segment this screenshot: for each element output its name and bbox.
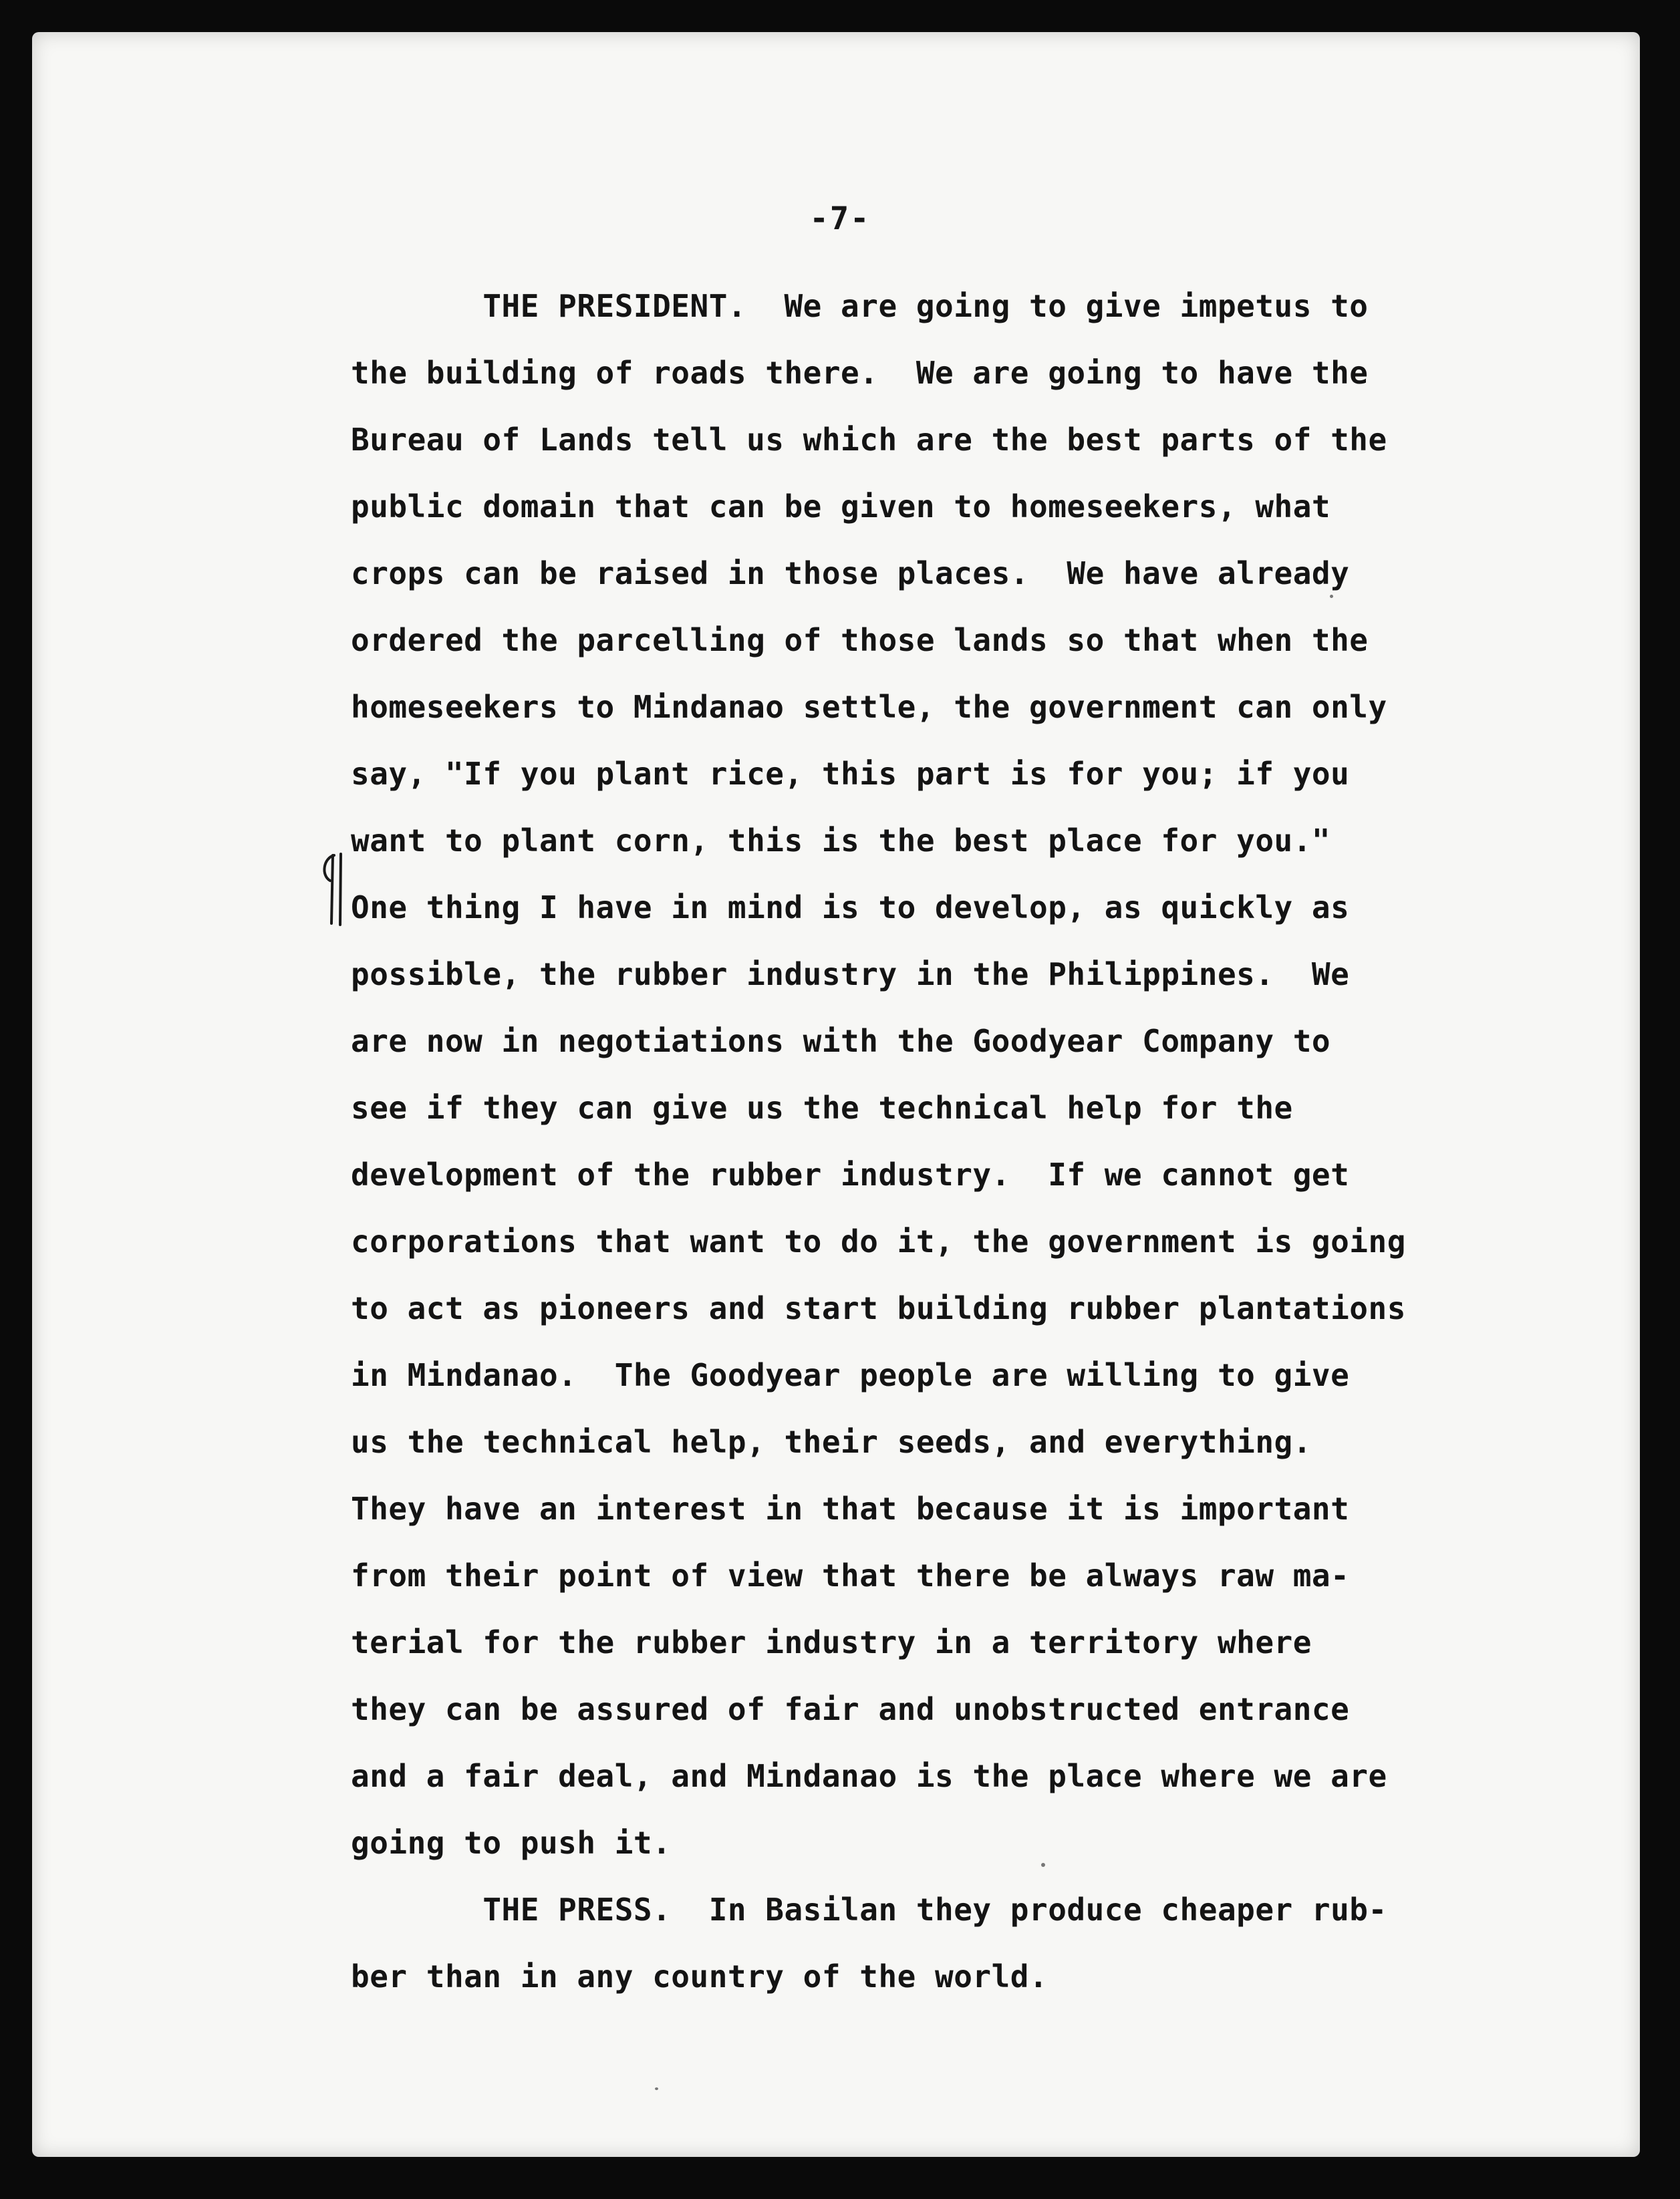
transcript-body bbox=[351, 273, 1527, 2010]
text-line: want to plant corn, this is the best place for you." bbox=[351, 823, 1331, 859]
text-line: ordered the parcelling of those lands so that when the bbox=[351, 622, 1369, 658]
text-line: us the technical help, their seeds, and everything. bbox=[351, 1424, 1312, 1460]
text-line: ber than in any country of the world. bbox=[351, 1958, 1048, 1995]
text-line: possible, the rubber industry in the Philippines. We bbox=[351, 956, 1350, 992]
text-line: and a fair deal, and Mindanao is the place where we are bbox=[351, 1758, 1387, 1794]
text-line: THE PRESS. In Basilan they produce cheaper rub- bbox=[351, 1892, 1387, 1928]
text-line: One thing I have in mind is to develop, as quickly as bbox=[351, 889, 1350, 925]
film-speck bbox=[655, 2087, 658, 2090]
text-line: are now in negotiations with the Goodyear Company to bbox=[351, 1023, 1331, 1059]
text-line: from their point of view that there be always raw ma- bbox=[351, 1558, 1350, 1594]
text-line: crops can be raised in those places. We have already bbox=[351, 555, 1350, 591]
text-line: development of the rubber industry. If we cannot get bbox=[351, 1157, 1350, 1193]
film-speck bbox=[1330, 595, 1333, 598]
text-line: public domain that can be given to homeseekers, what bbox=[351, 488, 1331, 525]
text-line: Bureau of Lands tell us which are the best parts of the bbox=[351, 422, 1387, 458]
text-line: in Mindanao. The Goodyear people are willing to give bbox=[351, 1357, 1350, 1393]
text-line: homeseekers to Mindanao settle, the government can only bbox=[351, 689, 1387, 725]
text-line: the building of roads there. We are going to have the bbox=[351, 355, 1369, 391]
film-speck bbox=[1041, 1863, 1045, 1867]
text-line: see if they can give us the technical help for the bbox=[351, 1090, 1293, 1126]
text-line: going to push it. bbox=[351, 1825, 672, 1861]
text-line: corporations that want to do it, the government is going bbox=[351, 1223, 1406, 1260]
handwritten-paragraph-mark-icon bbox=[314, 849, 354, 929]
text-line: say, "If you plant rice, this part is for you; if you bbox=[351, 756, 1350, 792]
text-line: terial for the rubber industry in a territory where bbox=[351, 1624, 1312, 1660]
text-line: They have an interest in that because it is important bbox=[351, 1491, 1350, 1527]
text-line: they can be assured of fair and unobstructed entrance bbox=[351, 1691, 1350, 1727]
page-number: -7- bbox=[809, 200, 871, 237]
text-line: to act as pioneers and start building rubber plantations bbox=[351, 1290, 1406, 1326]
text-line: THE PRESIDENT. We are going to give impetus to bbox=[351, 288, 1369, 324]
